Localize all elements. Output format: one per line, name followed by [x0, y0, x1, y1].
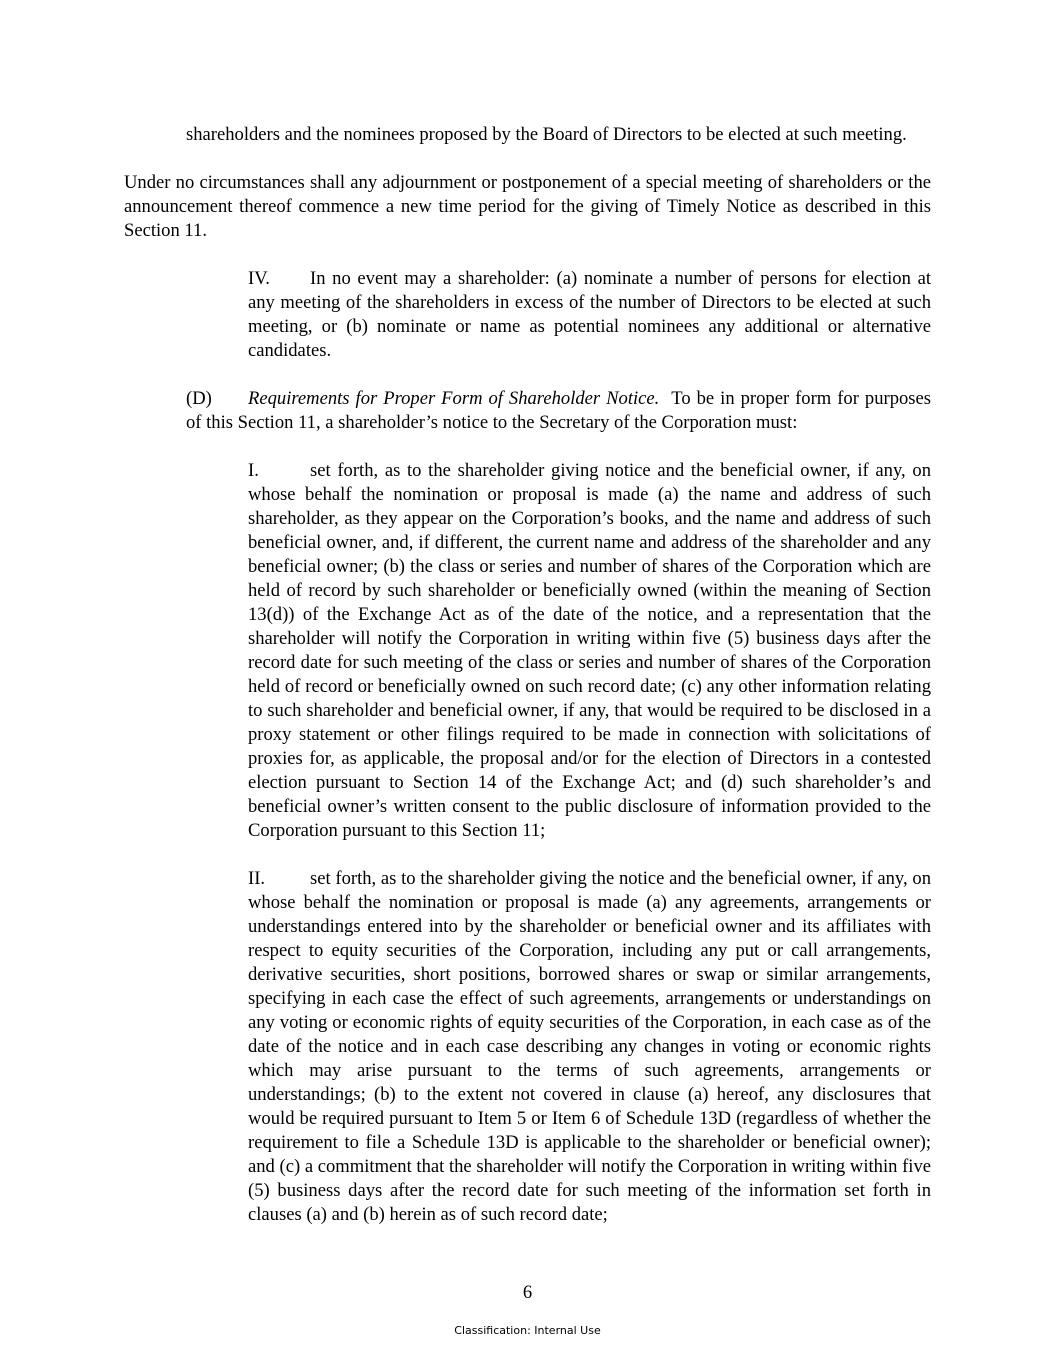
item-ii-tag: II.: [248, 868, 266, 889]
section-d-paragraph: [124, 387, 931, 435]
page-number: 6: [522, 1282, 533, 1303]
item-iv-text: In no event may a shareholder: (a) nominate a number of persons for election at any meeting of the shareholders in excess of the number of Directors to be elected at such meeting, or (b) nominate or name as potential nominees any additional or alternative candidates.: [248, 268, 931, 361]
section-d-text: To be in proper form for purposes of this Section 11, a shareholder’s notice to the Secretary of the Corporation must:: [186, 388, 932, 433]
section-d-heading: Requirements for Proper Form of Shareholder Notice.: [248, 388, 660, 409]
item-i-text: set forth, as to the shareholder giving notice and the beneficial owner, if any, on whose behalf the nomination or proposal is made (a) the name and address of such shareholder, as they appear on the Corporation’s books, and the name and address of such beneficial owner, and, if different, the current name and address of the shareholder and any beneficial owner; (b) the class or series and number of shares of the Corporation which are held of record by such shareholder or beneficially owned (within the meaning of Section 13(d)) of the Exchange Act as of the date of the notice, and a representation that the shareholder will notify the Corporation in writing within five (5) business days after the record date for such meeting of the class or series and number of shares of the Corporation held of record or beneficially owned on such record date; (c) any other information relating to such shareholder and beneficial owner, if any, that would be required to be disclosed in a proxy statement or other filings required to be made in connection with solicitations of proxies for, as applicable, the proposal and/or for the election of Directors in a contested election pursuant to Section 14 of the Exchange Act; and (d) such shareholder’s and beneficial owner’s written consent to the public disclosure of information provided to the Corporation pursuant to this Section 11;: [248, 460, 931, 841]
adjournment-paragraph-text: Under no circumstances shall any adjournment or postponement of a special meeting of shareholders or the announcement thereof commence a new time period for the giving of Timely Notice as described in this Section 11.: [124, 172, 931, 241]
adjournment-paragraph: [124, 171, 931, 243]
item-i-tag: I.: [248, 460, 259, 481]
item-iv-paragraph: [124, 267, 931, 363]
item-ii-paragraph: [124, 867, 931, 1227]
classification-label: Classification: Internal Use: [454, 1324, 601, 1337]
continuation-paragraph-text: shareholders and the nominees proposed by the Board of Directors to be elected at such meeting.: [186, 124, 907, 145]
document-page: [124, 123, 931, 1251]
item-ii-text: set forth, as to the shareholder giving the notice and the beneficial owner, if any, on whose behalf the nomination or proposal is made (a) any agreements, arrangements or understandings entered into by the shareholder or beneficial owner and its affiliates with respect to equity securities of the Corporation, including any put or call arrangements, derivative securities, short positions, borrowed shares or swap or similar arrangements, specifying in each case the effect of such agreements, arrangements or understandings on any voting or economic rights of equity securities of the Corporation, in each case as of the date of the notice and in each case describing any changes in voting or economic rights which may arise pursuant to the terms of such agreements, arrangements or understandings; (b) to the extent not covered in clause (a) hereof, any disclosures that would be required pursuant to Item 5 or Item 6 of Schedule 13D (regardless of whether the requirement to file a Schedule 13D is applicable to the shareholder or beneficial owner); and (c) a commitment that the shareholder will notify the Corporation in writing within five (5) business days after the record date for such meeting of the information set forth in clauses (a) and (b) herein as of such record date;: [248, 868, 931, 1225]
section-d-tag: (D): [186, 388, 212, 409]
item-i-paragraph: [124, 459, 931, 843]
item-iv-tag: IV.: [248, 268, 270, 289]
continuation-paragraph: [186, 123, 931, 147]
